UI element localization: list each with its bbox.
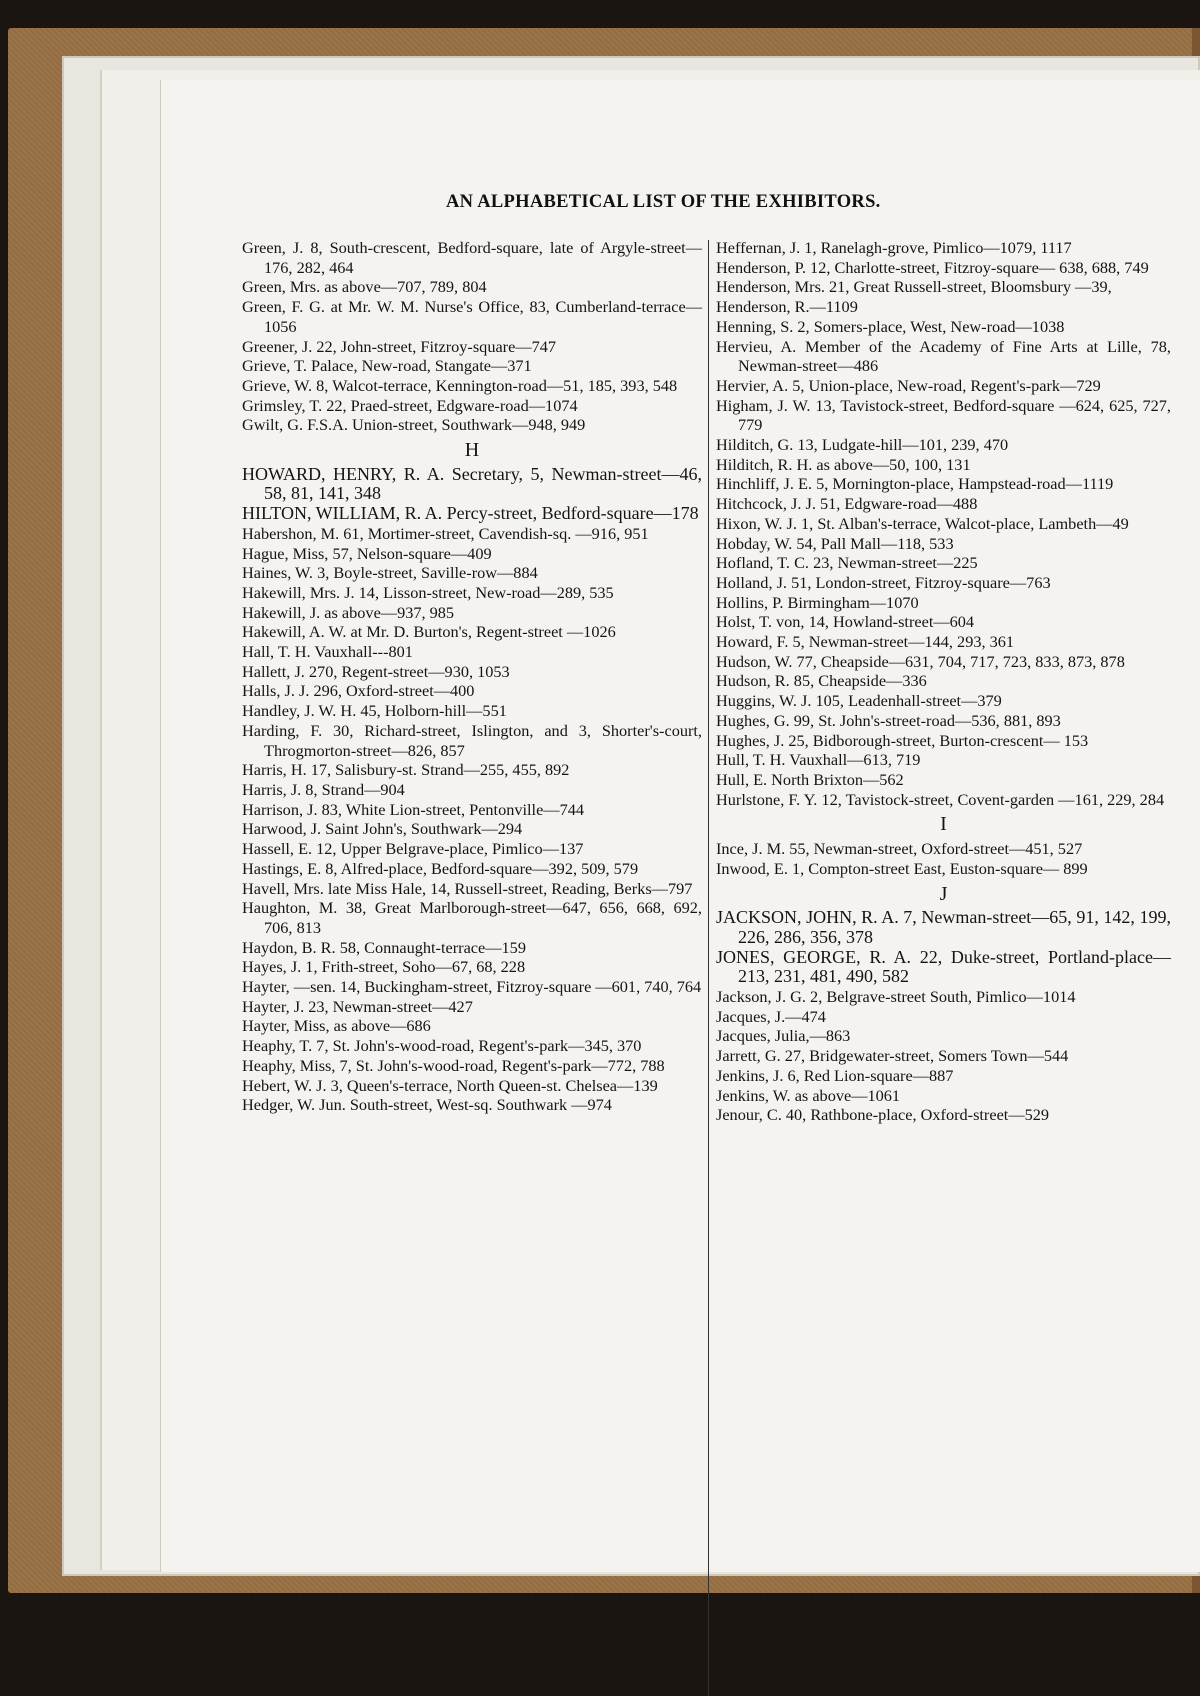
exhibitor-entry: Hilditch, G. 13, Ludgate-hill—101, 239, 470 [716, 435, 1009, 455]
exhibitor-entry: Havell, Mrs. late Miss Hale, 14, Russell-street, Reading, Berks—797 [242, 878, 693, 898]
exhibitor-entry: Hitchcock, J. J. 51, Edgware-road—488 [716, 494, 978, 514]
exhibitor-entry: Harrison, J. 83, White Lion-street, Pentonville—744 [242, 799, 585, 819]
exhibitor-entry: Hilditch, R. H. as above—50, 100, 131 [716, 454, 971, 474]
exhibitor-entry: Henning, S. 2, Somers-place, West, New-road—1038 [716, 316, 1065, 336]
exhibitor-entry: Inwood, E. 1, Compton-street East, Euston-square— 899 [716, 858, 1088, 878]
exhibitor-entry: Habershon, M. 61, Mortimer-street, Cavendish-sq. —916, 951 [242, 523, 649, 543]
exhibitor-entry: Harris, J. 8, Strand—904 [242, 779, 405, 799]
exhibitor-entry: Jacques, J.—474 [716, 1006, 826, 1026]
exhibitor-entry: Hayter, Miss, as above—686 [242, 1016, 431, 1036]
exhibitor-entry: Hobday, W. 54, Pall Mall—118, 533 [716, 533, 954, 553]
exhibitor-entry: Hayter, —sen. 14, Buckingham-street, Fitzroy-square —601, 740, 764 [242, 977, 702, 997]
exhibitor-entry: Hervier, A. 5, Union-place, New-road, Regent's-park—729 [716, 375, 1101, 395]
section-letter: I [940, 813, 947, 836]
page-title: AN ALPHABETICAL LIST OF THE EXHIBITORS. [446, 192, 881, 212]
exhibitor-entry: JACKSON, JOHN, R. A. 7, Newman-street—65, 91, 142, 199, 226, 286, 356, 378 [716, 907, 1171, 947]
exhibitor-entry: Hervieu, A. Member of the Academy of Fine Arts at Lille, 78, Newman-street—486 [716, 336, 1171, 376]
exhibitor-entry: Ince, J. M. 55, Newman-street, Oxford-street—451, 527 [716, 839, 1083, 859]
exhibitor-entry: Haines, W. 3, Boyle-street, Saville-row—884 [242, 563, 538, 583]
exhibitor-entry: Hinchliff, J. E. 5, Mornington-place, Hampstead-road—1119 [716, 474, 1114, 494]
exhibitor-entry: Grieve, W. 8, Walcot-terrace, Kennington-road—51, 185, 393, 548 [242, 375, 678, 395]
exhibitor-entry: Hudson, R. 85, Cheapside—336 [716, 671, 927, 691]
section-letter: H [464, 439, 480, 462]
exhibitor-entry: Howard, F. 5, Newman-street—144, 293, 361 [716, 632, 1015, 652]
column-divider [708, 240, 709, 1696]
exhibitor-entry: Hudson, W. 77, Cheapside—631, 704, 717, 723, 833, 873, 878 [716, 651, 1125, 671]
exhibitor-entry: Jarrett, G. 27, Bridgewater-street, Somers Town—544 [716, 1046, 1069, 1066]
exhibitor-entry: Hebert, W. J. 3, Queen's-terrace, North Queen-st. Chelsea—139 [242, 1075, 658, 1095]
exhibitor-entry: Hague, Miss, 57, Nelson-square—409 [242, 543, 492, 563]
exhibitor-entry: Green, Mrs. as above—707, 789, 804 [242, 277, 487, 297]
exhibitor-entry: Harding, F. 30, Richard-street, Islington, and 3, Shorter's-court, Throgmorton-street—826, 857 [242, 720, 702, 760]
section-letter: J [939, 882, 948, 905]
exhibitor-entry: Hedger, W. Jun. South-street, West-sq. Southwark —974 [242, 1095, 612, 1115]
exhibitor-entry: Henderson, Mrs. 21, Great Russell-street, Bloomsbury —39, [716, 277, 1112, 297]
exhibitor-entry: Jenour, C. 40, Rathbone-place, Oxford-street—529 [716, 1105, 1050, 1125]
exhibitor-entry: Grimsley, T. 22, Praed-street, Edgware-road—1074 [242, 395, 578, 415]
exhibitor-entry: Grieve, T. Palace, New-road, Stangate—371 [242, 356, 532, 376]
exhibitor-entry: Henderson, R.—1109 [716, 297, 858, 317]
exhibitor-entry: Jacques, Julia,—863 [716, 1026, 851, 1046]
exhibitor-entry: Hallett, J. 270, Regent-street—930, 1053 [242, 661, 510, 681]
exhibitor-entry: Heaphy, Miss, 7, St. John's-wood-road, Regent's-park—772, 788 [242, 1055, 665, 1075]
exhibitor-entry: Hall, T. H. Vauxhall---801 [242, 642, 413, 662]
right-column [716, 238, 1171, 1125]
exhibitor-entry: Hughes, G. 99, St. John's-street-road—536, 881, 893 [716, 710, 1061, 730]
exhibitor-entry: Hayes, J. 1, Frith-street, Soho—67, 68, 228 [242, 957, 526, 977]
exhibitor-entry: Holland, J. 51, London-street, Fitzroy-square—763 [716, 572, 1051, 592]
exhibitor-entry: Halls, J. J. 296, Oxford-street—400 [242, 681, 475, 701]
exhibitor-entry: Gwilt, G. F.S.A. Union-street, Southwark—948, 949 [242, 415, 586, 435]
exhibitor-entry: Jackson, J. G. 2, Belgrave-street South, Pimlico—1014 [716, 987, 1076, 1007]
exhibitor-entry: Hixon, W. J. 1, St. Alban's-terrace, Walcot-place, Lambeth—49 [716, 513, 1129, 533]
exhibitor-entry: Green, J. 8, South-crescent, Bedford-square, late of Argyle-street—176, 282, 464 [242, 238, 702, 277]
exhibitor-entry: Haughton, M. 38, Great Marlborough-street—647, 656, 668, 692, 706, 813 [242, 898, 702, 937]
left-column [242, 238, 702, 1115]
exhibitor-entry: Hakewill, A. W. at Mr. D. Burton's, Regent-street —1026 [242, 622, 616, 642]
exhibitor-entry: Henderson, P. 12, Charlotte-street, Fitzroy-square— 638, 688, 749 [716, 257, 1149, 277]
exhibitor-entry: Haydon, B. R. 58, Connaught-terrace—159 [242, 937, 526, 957]
exhibitor-entry: HILTON, WILLIAM, R. A. Percy-street, Bedford-square—178 [242, 503, 699, 524]
exhibitor-entry: Heaphy, T. 7, St. John's-wood-road, Regent's-park—345, 370 [242, 1036, 642, 1056]
exhibitor-entry: Hurlstone, F. Y. 12, Tavistock-street, Covent-garden —161, 229, 284 [716, 789, 1165, 809]
exhibitor-entry: Hollins, P. Birmingham—1070 [716, 592, 919, 612]
exhibitor-entry: Handley, J. W. H. 45, Holborn-hill—551 [242, 701, 507, 721]
exhibitor-entry: HOWARD, HENRY, R. A. Secretary, 5, Newman-street—46, 58, 81, 141, 348 [242, 463, 702, 504]
exhibitor-entry: Green, F. G. at Mr. W. M. Nurse's Office, 83, Cumberland-terrace—1056 [242, 297, 702, 336]
exhibitor-entry: Harris, H. 17, Salisbury-st. Strand—255, 455, 892 [242, 760, 570, 780]
exhibitor-entry: Harwood, J. Saint John's, Southwark—294 [242, 819, 523, 839]
exhibitor-entry: Greener, J. 22, John-street, Fitzroy-square—747 [242, 336, 557, 356]
exhibitor-entry: Hassell, E. 12, Upper Belgrave-place, Pimlico—137 [242, 839, 584, 859]
exhibitor-entry: Huggins, W. J. 105, Leadenhall-street—379 [716, 691, 1002, 711]
exhibitor-entry: Jenkins, J. 6, Red Lion-square—887 [716, 1065, 954, 1085]
exhibitor-entry: Higham, J. W. 13, Tavistock-street, Bedford-square —624, 625, 727, 779 [716, 395, 1171, 435]
exhibitor-entry: Jenkins, W. as above—1061 [716, 1085, 901, 1105]
exhibitor-entry: Hull, T. H. Vauxhall—613, 719 [716, 750, 921, 770]
exhibitor-entry: Hayter, J. 23, Newman-street—427 [242, 996, 473, 1016]
exhibitor-entry: JONES, GEORGE, R. A. 22, Duke-street, Portland-place—213, 231, 481, 490, 582 [716, 946, 1171, 987]
exhibitor-entry: Heffernan, J. 1, Ranelagh-grove, Pimlico—1079, 1117 [716, 238, 1072, 257]
exhibitor-entry: Hakewill, J. as above—937, 985 [242, 602, 455, 622]
exhibitor-entry: Holst, T. von, 14, Howland-street—604 [716, 612, 975, 632]
exhibitor-entry: Hakewill, Mrs. J. 14, Lisson-street, New-road—289, 535 [242, 582, 614, 602]
exhibitor-entry: Hastings, E. 8, Alfred-place, Bedford-square—392, 509, 579 [242, 858, 639, 878]
exhibitor-entry: Hughes, J. 25, Bidborough-street, Burton-crescent— 153 [716, 730, 1089, 750]
exhibitor-entry: Hofland, T. C. 23, Newman-street—225 [716, 553, 978, 573]
exhibitor-entry: Hull, E. North Brixton—562 [716, 769, 904, 789]
